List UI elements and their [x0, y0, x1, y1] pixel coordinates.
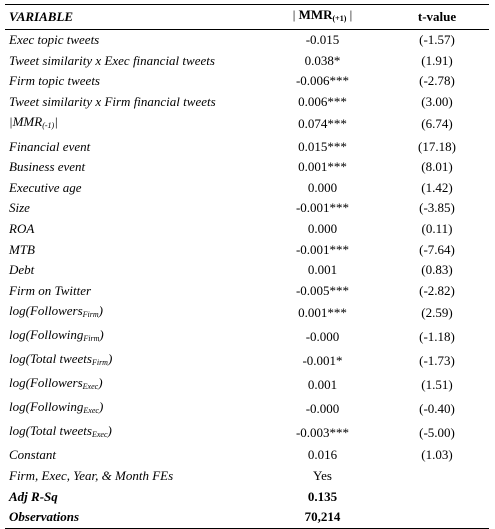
variable-label-text: Adj R-Sq — [9, 488, 58, 504]
coefficient-value: 0.015*** — [298, 138, 347, 154]
table-row — [5, 301, 489, 325]
table-row — [5, 92, 489, 113]
variable-label — [5, 112, 260, 136]
coefficient-value: 0.006*** — [298, 94, 347, 110]
variable-label — [5, 373, 260, 397]
variable-label — [5, 239, 260, 260]
coefficient-value: 0.016 — [307, 447, 338, 463]
coefficient-value: 0.001 — [307, 262, 338, 278]
tvalue-value: (0.83) — [421, 262, 453, 278]
coefficient-value: 0.074*** — [298, 116, 347, 132]
variable-label-text: Firm, Exec, Year, & Month FEs — [9, 468, 174, 484]
variable-label-text: log(Total tweets — [9, 423, 92, 439]
tvalue-value: (2.59) — [421, 305, 453, 321]
variable-label-suffix: ) — [98, 399, 104, 415]
tvalue-value: (8.01) — [421, 159, 453, 175]
variable-label-suffix: ) — [107, 351, 113, 367]
variable-label-suffix: | — [54, 114, 58, 130]
coefficient-value: -0.000 — [305, 401, 340, 417]
variable-label-subscript: Exec — [83, 406, 99, 416]
tvalue-value: (-1.73) — [419, 353, 455, 369]
variable-label-text: Size — [9, 200, 30, 216]
table-row — [5, 486, 489, 507]
table-row — [5, 349, 489, 373]
variable-label-text: Executive age — [9, 179, 82, 195]
variable-label — [5, 219, 260, 240]
variable-label-text: log(Following — [9, 399, 84, 415]
table-row — [5, 71, 489, 92]
variable-label — [5, 349, 260, 373]
variable-label — [5, 507, 260, 528]
variable-label-text: ROA — [9, 221, 35, 237]
variable-label-text: Exec topic tweets — [9, 32, 100, 48]
tvalue-value: (0.11) — [421, 221, 453, 237]
variable-label-text: log(Followers — [9, 375, 83, 391]
coefficient-value: 0.135 — [307, 488, 338, 504]
tvalue-value: (-7.64) — [419, 241, 455, 257]
table-row — [5, 445, 489, 466]
variable-label-suffix: ) — [98, 303, 104, 319]
coefficient-value: -0.005*** — [295, 282, 350, 298]
variable-label-text: |MMR — [9, 114, 43, 130]
tvalue-value: (3.00) — [421, 94, 453, 110]
variable-label-text: Firm topic tweets — [9, 73, 100, 89]
coefficient-value: -0.001*** — [295, 200, 350, 216]
table-row — [5, 466, 489, 487]
table-row — [5, 507, 489, 528]
tvalue-value: (6.74) — [421, 116, 453, 132]
table-row — [5, 325, 489, 349]
variable-header: VARIABLE — [5, 5, 260, 30]
tvalue-value: (-3.85) — [419, 200, 455, 216]
variable-label — [5, 421, 260, 445]
coefficient-value: 0.001*** — [298, 159, 347, 175]
variable-label — [5, 198, 260, 219]
variable-label-text: Observations — [9, 509, 80, 525]
table-row — [5, 219, 489, 240]
variable-label-suffix: ) — [98, 375, 103, 391]
coefficient-value: -0.015 — [305, 32, 340, 48]
variable-label-text: log(Followers — [9, 303, 83, 319]
variable-label — [5, 486, 260, 507]
coefficient-value: 70,214 — [260, 507, 385, 528]
tvalue-value: (1.42) — [421, 179, 453, 195]
variable-label — [5, 301, 260, 325]
coefficient-value: 0.038* — [304, 52, 341, 68]
variable-label-text: MTB — [9, 241, 35, 257]
table-row — [5, 281, 489, 302]
variable-label-text: log(Following — [9, 327, 84, 343]
variable-label — [5, 157, 260, 178]
variable-label — [5, 445, 260, 466]
variable-label-text: Debt — [9, 262, 35, 278]
coefficient-value: -0.000 — [305, 329, 340, 345]
table-row — [5, 239, 489, 260]
variable-label-text: Tweet similarity x Firm financial tweets — [9, 94, 216, 110]
coefficient-value: -0.001* — [302, 353, 343, 369]
variable-label-text: Firm on Twitter — [9, 282, 92, 298]
variable-label-suffix: ) — [99, 327, 104, 343]
variable-label — [5, 260, 260, 281]
coefficient-value: 0.000 — [307, 179, 338, 195]
coefficient-value: Yes — [313, 468, 332, 484]
coefficient-value: 0.001 — [307, 377, 338, 393]
tvalue-value: (1.03) — [421, 447, 453, 463]
variable-label-text: Constant — [9, 447, 56, 463]
tvalue-value: (-2.78) — [419, 73, 455, 89]
variable-label — [5, 281, 260, 302]
table-row — [5, 51, 489, 72]
tvalue-value: (-5.00) — [419, 425, 455, 441]
variable-label — [5, 51, 260, 72]
regression-table — [5, 4, 489, 529]
table-row — [5, 198, 489, 219]
variable-label-suffix: ) — [107, 423, 112, 439]
variable-label-subscript: Exec — [91, 430, 108, 440]
dependent-variable-header: | $MMR_{(+1)}$ | — [260, 5, 385, 30]
variable-label-subscript: Exec — [82, 382, 99, 392]
tvalue-value: (-1.57) — [419, 32, 455, 48]
tvalue-value — [385, 466, 489, 487]
tvalue-value: (-1.18) — [419, 329, 455, 345]
variable-label — [5, 92, 260, 113]
table-row — [5, 136, 489, 157]
variable-label — [5, 30, 260, 51]
variable-label-subscript: Firm — [83, 334, 100, 344]
dependent-variable-name: MMR — [298, 7, 333, 22]
variable-label — [5, 325, 260, 349]
variable-label-text: Financial event — [9, 138, 91, 154]
table-row — [5, 30, 489, 51]
variable-label — [5, 71, 260, 92]
table-row — [5, 157, 489, 178]
tvalue-header: t-value — [385, 5, 489, 30]
variable-label — [5, 178, 260, 199]
tvalue-value — [385, 507, 489, 528]
variable-label-text: Business event — [9, 159, 86, 175]
tvalue-value: (-0.40) — [419, 401, 455, 417]
variable-label — [5, 397, 260, 421]
variable-label — [5, 136, 260, 157]
coefficient-value: -0.003*** — [295, 425, 350, 441]
variable-label — [5, 466, 260, 487]
tvalue-value: (17.18) — [418, 138, 456, 154]
table-body — [5, 30, 489, 529]
coefficient-value: -0.006*** — [295, 73, 350, 89]
table-row — [5, 397, 489, 421]
variable-label-subscript: Firm — [82, 310, 99, 320]
table-row — [5, 112, 489, 136]
tvalue-value: (1.51) — [421, 377, 453, 393]
coefficient-value: 0.001*** — [298, 305, 347, 321]
table-row — [5, 373, 489, 397]
variable-label-subscript: Firm — [91, 358, 108, 368]
table-row — [5, 421, 489, 445]
tvalue-value: (-2.82) — [419, 282, 455, 298]
dependent-variable-subscript: (+1) — [332, 14, 347, 23]
table-row — [5, 178, 489, 199]
table-header-row — [5, 5, 489, 30]
variable-label-text: log(Total tweets — [9, 351, 92, 367]
tvalue-value: (1.91) — [421, 52, 453, 68]
coefficient-value: -0.001*** — [295, 241, 350, 257]
table-row — [5, 260, 489, 281]
variable-label-subscript: (-1) — [42, 121, 55, 131]
tvalue-value — [385, 486, 489, 507]
variable-label-text: Tweet similarity x Exec financial tweets — [9, 52, 215, 68]
coefficient-value: 0.000 — [307, 221, 338, 237]
